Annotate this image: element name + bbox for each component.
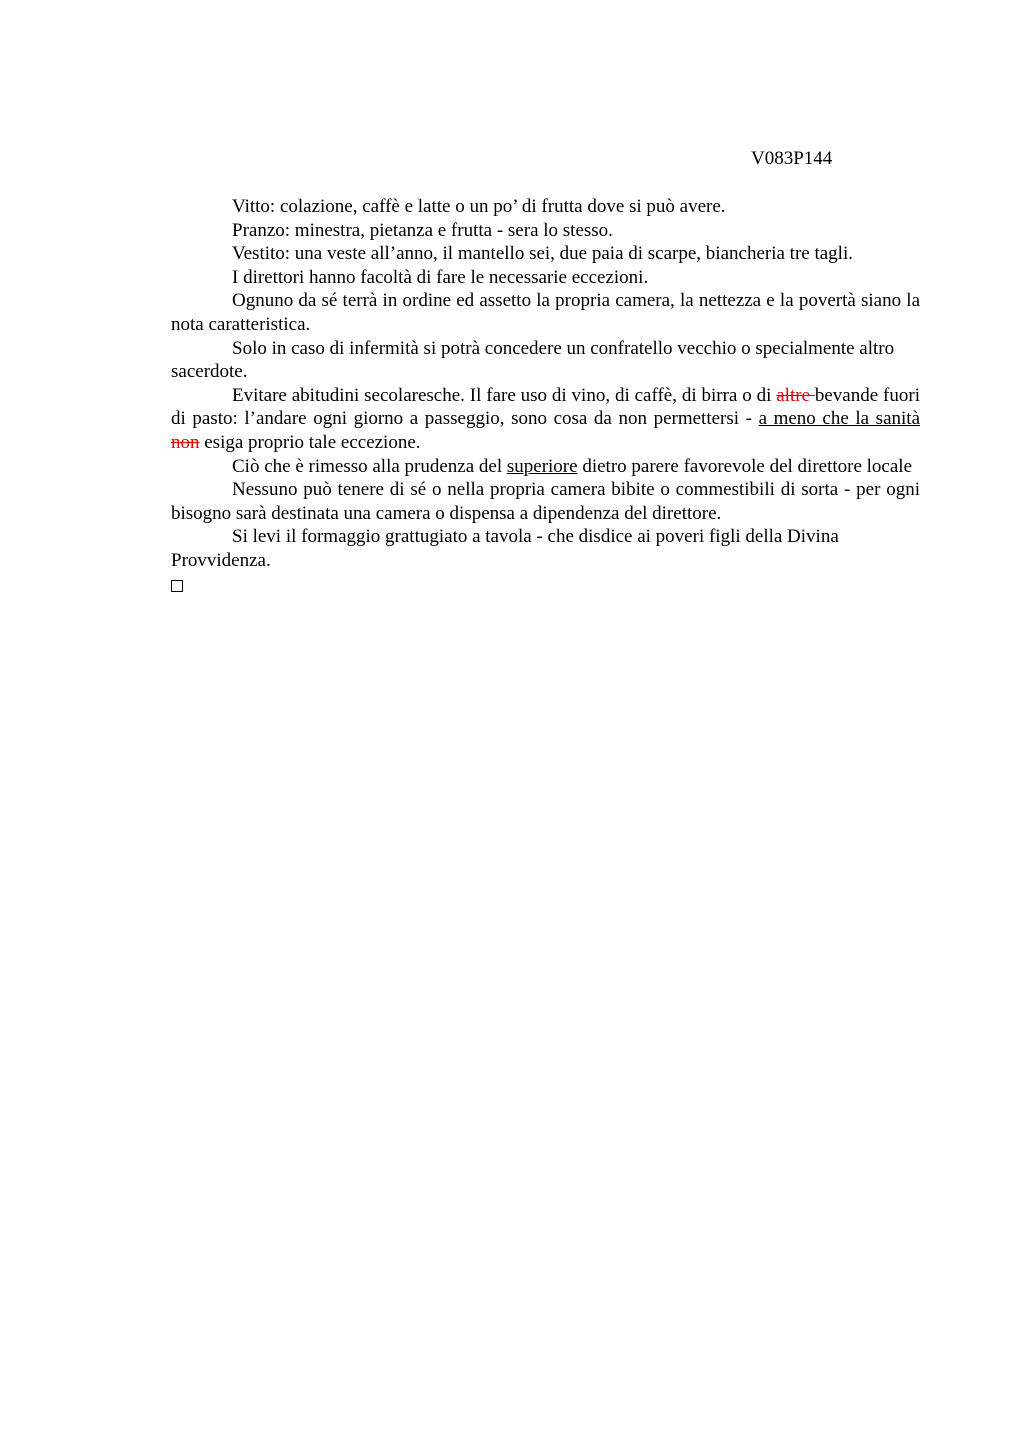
text-segment: Ciò che è rimesso alla prudenza del — [232, 455, 507, 477]
document-body — [171, 195, 920, 598]
deleted-word: altre — [776, 384, 815, 406]
paragraph-vestito: Vestito: una veste all’anno, il mantello sei, due paia di scarpe, biancheria tre tagli. — [232, 243, 853, 265]
paragraph-ognuno: Ognuno da sé terrà in ordine ed assetto la propria camera, la nettezza e la povertà siano la nota caratteristica. — [171, 290, 920, 335]
paragraph-evitare — [171, 384, 920, 455]
text-segment: bevande fuori di pasto: l’andare ogni giorno a passeggio, sono cosa da non permettersi - — [171, 384, 920, 430]
page-identifier: V083P144 — [751, 148, 833, 169]
checkbox-icon — [171, 580, 183, 592]
paragraph-solo: Solo in caso di infermità si potrà concedere un confratello vecchio o specialmente altro sacerdote. — [171, 337, 895, 383]
deleted-word: non — [171, 431, 200, 453]
paragraph-direttori: I direttori hanno facoltà di fare le necessarie eccezioni. — [232, 266, 649, 288]
underlined-text: superiore — [506, 455, 578, 477]
underlined-text: a meno che la sanità — [758, 408, 920, 430]
text-segment: Evitare abitudini secolaresche. Il fare uso di vino, di caffè, di birra o di — [232, 384, 777, 406]
paragraph-nessuno: Nessuno può tenere di sé o nella propria camera bibite o commestibili di sorta - per ogni bisogno sarà destinata una camera o dispensa a dipendenza del direttore. — [171, 479, 920, 524]
paragraph-vitto: Vitto: colazione, caffè e latte o un po’ di frutta dove si può avere. — [232, 196, 726, 217]
text-segment: dietro parere favorevole del direttore locale — [577, 455, 913, 477]
paragraph-pranzo: Pranzo: minestra, pietanza e frutta - sera lo stesso. — [232, 219, 613, 241]
text-segment: esiga proprio tale eccezione. — [199, 431, 421, 453]
paragraph-cio — [171, 455, 920, 479]
paragraph-formaggio: Si levi il formaggio grattugiato a tavola - che disdice ai poveri figli della Divina Provvidenza. — [171, 526, 839, 571]
